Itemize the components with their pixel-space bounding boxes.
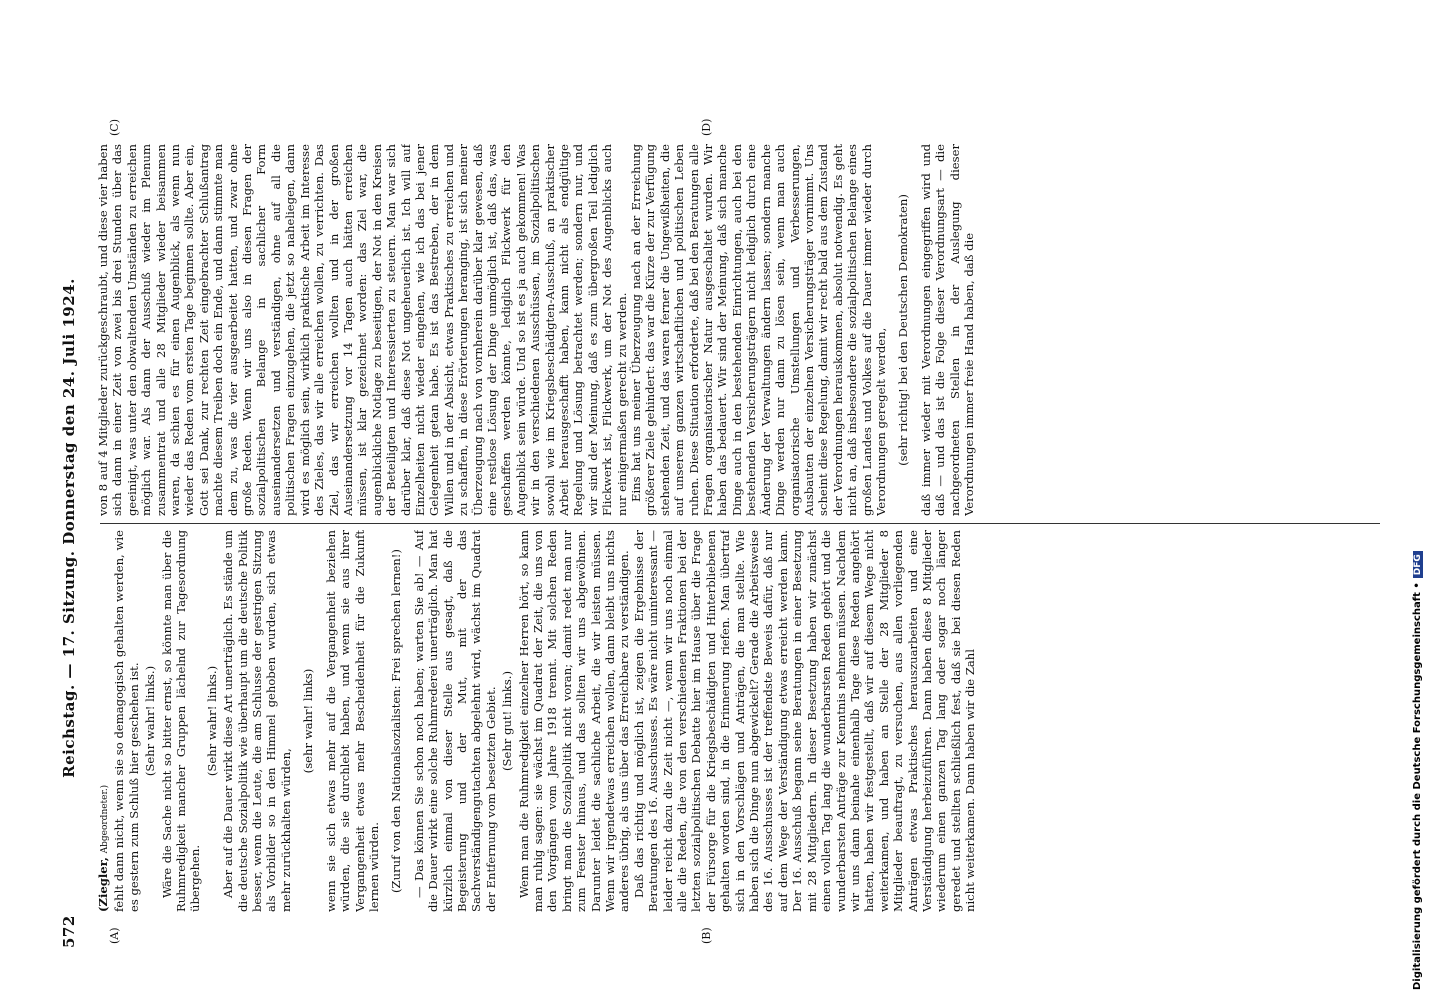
interjection: (Sehr wahr! links.) <box>143 665 158 777</box>
dfg-logo: DFG <box>1413 551 1423 578</box>
paragraph: Aber auf die Dauer wirkt diese Art unerträglich. Es stände um die deutsche Sozialpolitik wie überhaupt um die deutsche Politik besser, wenn die Leute, die am Schlusse der gestrigen Sitzung als Vorbilder so in den Himmel gehoben wurden, sich etwas mehr zurückhalten würden, <box>221 530 293 912</box>
paragraph: daß immer wieder mit Verordnungen eingegriffen wird und daß — und das ist die Folge dieser Verordnungsart — die nachgeordneten Stellen in der Auslegung dieser Verordnungen immer freie Hand haben, daß die <box>918 144 976 516</box>
page-number: 572 <box>60 915 78 948</box>
paragraph: Daß das richtig und möglich ist, zeigen die Ergebnisse der Beratungen des 16. Ausschusses. Es wäre nicht uninteressant — leider reicht dazu die Zeit nicht —, wenn wir uns noch einmal alle die Reden, die von den verschiedenen Fraktionen bei der letzten sozialpolitischen Debatte hier im Hause über die Frage der Fürsorge für die Kriegsbeschädigten und Hinterbliebenen gehalten worden sind, in die Erinnerung riefen. Man übertraf sich in den Vorschlägen und Anträgen, die man stellte. Wie haben sich die Dinge nun abgewickelt? Gerade die Arbeitsweise des 16. Ausschusses ist der treffendste Beweis dafür, daß nur auf dem Wege der Verständigung etwas erreicht werden kann. Der 16. Ausschuß begann seine Beratungen in einer Besetzung mit 28 Mitgliedern. In dieser Besetzung haben wir zunächst einen vollen Tag lang die wunderbarsten Reden gehört und die wunderbarsten Anträge zur Kenntnis nehmen müssen. Nachdem wir uns dann beinahe einenhalb Tage diese Reden angehört hatten, haben wir festgestellt, daß wir auf diesem Wege nicht weiterkamen, und haben an Stelle der 28 Mitglieder 8 Mitglieder beauftragt, zu versuchen, aus allen vorliegenden Anträgen etwas Praktisches herauszuarbeiten und eine Verständigung herbeizuführen. Dann haben diese 8 Mitglieder wiederum einen ganzen Tag lang oder sogar noch länger geredet und stellten schließlich fest, daß sie bei diesen Reden nicht weiterkamen. Dann haben wir die Zahl <box>631 530 978 912</box>
paragraph: Wäre die Sache nicht so bitter ernst, so könnte man über die Ruhmredigkeit mancher Gruppen lächelnd zur Tagesordnung übergehen. <box>159 530 203 912</box>
rotated-page <box>60 108 1400 948</box>
interjection: (sehr richtig! bei den Deutschen Demokraten) <box>896 194 911 466</box>
speaker-name: (Ziegler, <box>96 857 110 912</box>
right-column <box>96 144 1386 516</box>
margin-mark-a: (A) <box>108 927 121 944</box>
left-column <box>96 530 1386 912</box>
margin-mark-b: (B) <box>700 927 713 944</box>
interjection: (Zuruf von den Nationalsozialisten: Frei sprechen lernen!) <box>389 549 404 893</box>
paragraph: Wenn man die Ruhmredigkeit einzelner Herren hört, so kann man ruhig sagen: sie wächst im Quadrat der Zeit, die uns von den Vorgängen vom Jahre 1918 trennt. Mit solchen Reden bringt man die Sozialpolitik nicht voran; damit redet man nur zum Fenster hinaus, und das sollten wir uns abgewöhnen. Darunter leidet die sachliche Arbeit, die wir leisten müssen. Wenn wir irgendetwas erreichen wollen, dann bleibt uns nichts anderes übrig, als uns über das Erreichbare zu verständigen. <box>516 530 632 912</box>
credit-text: Digitalisierung gefördert durch die Deutsche Forschungsgemeinschaft • <box>1412 582 1423 990</box>
page-header <box>60 108 86 948</box>
margin-mark-d: (D) <box>700 118 713 136</box>
digitization-credit <box>1412 10 1428 990</box>
paragraph: von 8 auf 4 Mitglieder zurückgeschraubt, und diese vier haben sich dann in einer Zeit von zwei bis drei Stunden über das geeinigt, was unter den obwaltenden Umständen zu erreichen möglich war. Als dann der Ausschuß wieder im Plenum zusammentrat und alle 28 Mitglieder wieder beisammen waren, da schien es für einen Augenblick, als wenn nun wieder das Reden vom ersten Tage beginnen sollte. Aber ein, Gott sei Dank, zur rechten Zeit eingebrachter Schlußantrag machte diesem Treiben doch ein Ende, und dann stimmte man dem zu, was die vier ausgearbeitet hatten, und zwar ohne große Reden. Wenn wir uns also in diesen Fragen der sozialpolitischen Belange in sachlicher Form auseinandersetzen und verständigen, ohne auf all die politischen Fragen einzugehen, die jetzt so naheliegen, dann wird es möglich sein, wirklich praktische Arbeit im Interesse des Zieles, das wir alle erreichen wollen, zu verrichten. Das Ziel, das wir erreichen wollten und in der großen Auseinandersetzung vor 14 Tagen auch hätten erreichen müssen, ist klar gezeichnet worden: das Ziel war, die augenblickliche Notlage zu beseitigen, der Not in den Kreisen der Beteiligten und Interessierten zu steuern. Man war sich darüber klar, daß diese Not ungeheuerlich ist. Ich will auf Einzelheiten nicht wieder eingehen, wie ich das bei jener Gelegenheit getan habe. Es ist das Bestreben, der in dem Willen und in der Absicht, etwas Praktisches zu erreichen und zu schaffen, in diese Erörterungen heranging, ist sich meiner Überzeugung nach von vornherein darüber klar gewesen, daß eine restlose Lösung der Dinge unmöglich ist, daß das, was geschaffen werden könnte, lediglich Flickwerk für den Augenblick sein würde. Und so ist es ja auch gekommen! Was wir in den verschiedenen Ausschüssen, im Sozialpolitischen sowohl wie im Kriegsbeschädigten-Ausschuß, an praktischer Arbeit herausgeschafft haben, kann nicht als endgültige Regelung und Lösung betrachtet werden; sondern nur, und wir sind der Meinung, daß es zum übergroßen Teil lediglich Flickwerk ist, Flickwerk, um der Not des Augenblicks auch nur einigermaßen gerecht zu werden. <box>96 144 629 516</box>
paragraph: fehlt dann nicht, wenn sie so demagogisch gehalten werden, wie es gestern zum Schluß hier geschehen ist. <box>112 530 141 912</box>
paragraph: Eins hat uns meiner Überzeugung nach an der Erreichung größerer Ziele gehindert: das war die Kürze der zur Verfügung stehenden Zeit, und das waren ferner die Ungewißheiten, die auf unserem ganzen wirtschaftlichen und politischen Leben ruhen. Diese Situation erforderte, daß bei den Beratungen alle Fragen organisatorischer Natur ausgeschaltet wurden. Wir haben das bedauert. Wir sind der Meinung, daß sich manche Dinge auch in den bestehenden Einrichtungen, auch bei den bestehenden Versicherungsträgern nicht lediglich durch eine Änderung der Verwaltungen ändern lassen; sondern manche Dinge werden nur dann zu lösen sein, wenn man auch organisatorische Umstellungen und Verbesserungen, Ausbauten der einzelnen Versicherungsträger vornimmt. Uns scheint diese Regelung, damit wir recht bald aus dem Zustand der Verordnungen herauskommen, absolut notwendig. Es geht nicht an, daß insbesondere die sozialpolitischen Belange eines großen Landes und Volkes auf die Dauer immer wieder durch Verordnungen geregelt werden, <box>629 144 888 516</box>
interjection: (Sehr gut! links.) <box>500 671 515 771</box>
speaker-line <box>96 530 112 912</box>
paragraph: wenn sie sich etwas mehr auf die Vergangenheit beziehen würden, die sie durchlebt haben, und wenn sie aus ihrer Vergangenheit etwas mehr Bescheidenheit für die Zukunft lernen würden. <box>323 530 381 912</box>
margin-mark-c: (C) <box>108 119 121 136</box>
column-divider <box>100 523 1380 524</box>
interjection: (sehr wahr! links) <box>301 668 316 774</box>
interjection: (Sehr wahr! links.) <box>204 665 219 777</box>
paragraph: — Das können Sie schon noch haben; warten Sie ab! — Auf die Dauer wirkt eine solche Ruhmrederei unerträglich. Man hat kürzlich einmal von dieser Stelle aus gesagt, daß die Begeisterung und der Mut, mit der das Sachverständigengutachten abgelehnt wird, wächst im Quadrat der Entfernung vom besetzten Gebiet. <box>411 530 498 912</box>
speaker-role: Abgeordneter.) <box>100 784 110 854</box>
running-title: Reichstag. — 17. Sitzung. Donnerstag den 24. Juli 1924. <box>60 278 78 778</box>
